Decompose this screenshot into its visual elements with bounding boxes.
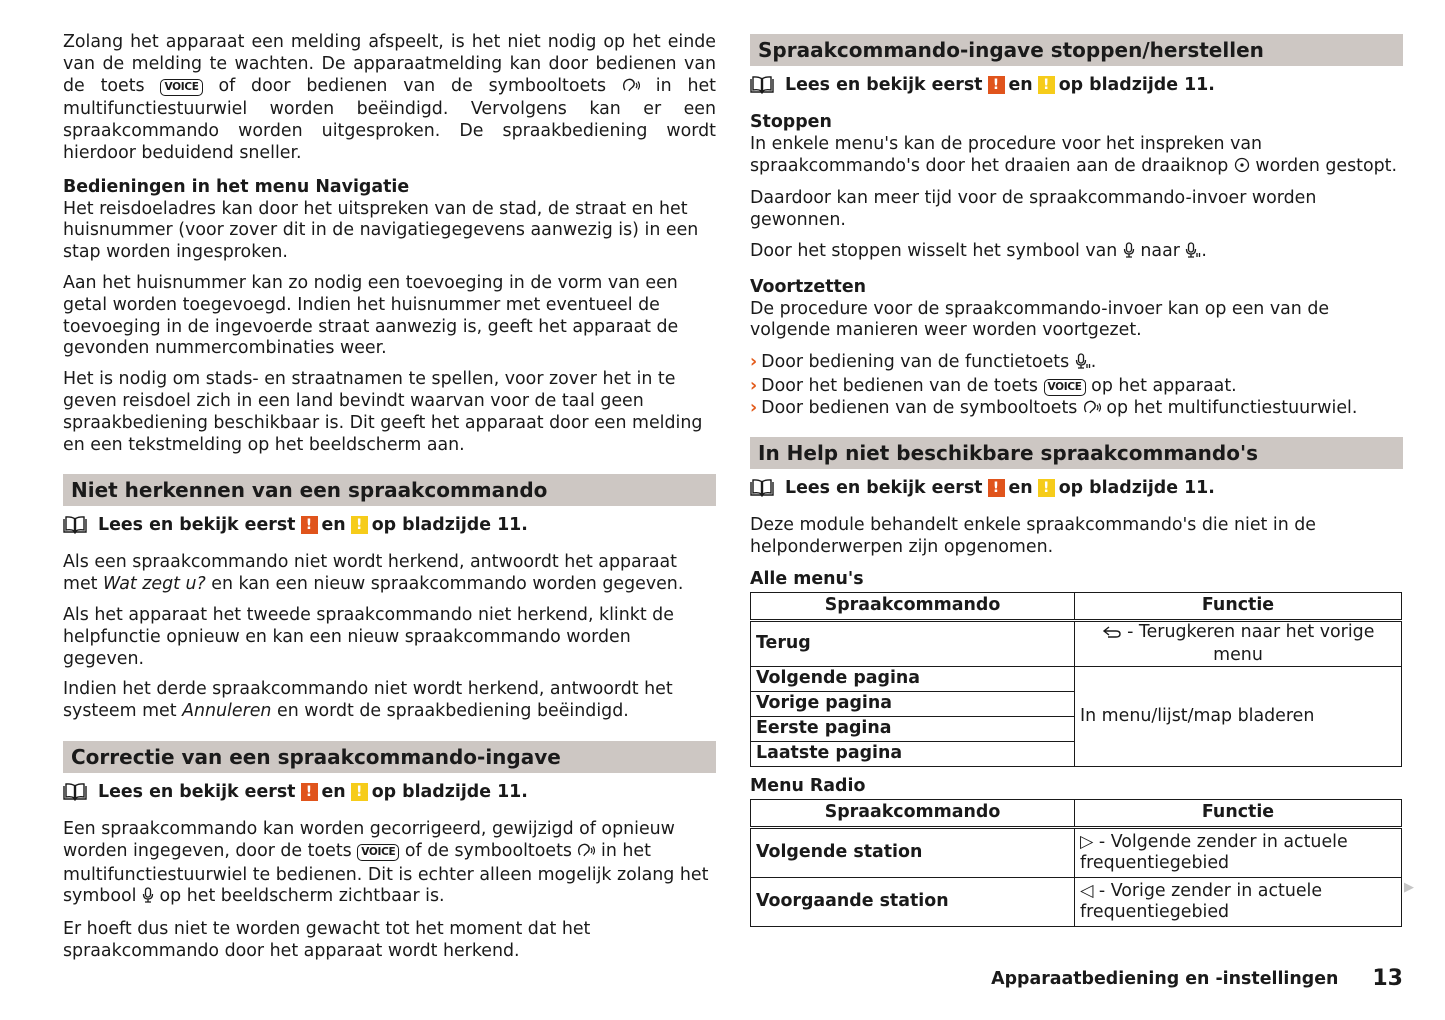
resume-list [750, 351, 1403, 421]
voice-symbol-icon [577, 843, 595, 865]
column-header: Spraakcommando [751, 799, 1075, 827]
correction-p1: Een spraakcommando kan worden gecorrigeerd, gewijzigd of opnieuw worden ingegeven, door de toets VOICE of de symbooltoets in het multifunctiestuurwiel te bedienen. Dit is echter alleen mogelijk zolang het symbool op het beeldscherm zichtbaar is. [63, 819, 716, 910]
table-row: Laatste pagina [751, 741, 1402, 766]
continue-arrow-icon: ▶ [1404, 880, 1414, 895]
not-recognized-p3: Indien het derde spraakcommando niet wordt herkend, antwoordt het systeem met Annuleren en wordt de spraakbediening beëindigd. [63, 679, 673, 722]
table-row: Terug - Terugkeren naar het vorige menu [751, 620, 1402, 666]
navigation-section [63, 177, 716, 264]
resume-section: Voortzetten De procedure voor de spraakcommando-invoer kan op een van de volgende manieren weer worden voortgezet. [750, 277, 1403, 342]
left-column [63, 32, 716, 972]
book-icon [63, 783, 87, 801]
not-recognized-p1: Als een spraakcommando niet wordt herkend, antwoordt het apparaat met Wat zegt u? en kan een nieuw spraakcommando worden gegeven. [63, 552, 684, 595]
warning-red-icon: ! [988, 479, 1005, 497]
microphone-icon [142, 887, 154, 910]
table-row: Volgende pagina In menu/lijst/map bladeren [751, 666, 1402, 691]
list-item: › Door het bedienen van de toets VOICE op het apparaat. [750, 376, 1237, 397]
page-footer [991, 966, 1403, 991]
book-icon [63, 516, 87, 534]
column-header: Functie [1075, 592, 1402, 620]
read-first-note: Lees en bekijk eerst ! en ! op bladzijde 11. [63, 781, 716, 803]
all-menus-caption: Alle menu's [750, 568, 864, 589]
correction-p2: Er hoeft dus niet te worden gewacht tot het moment dat het spraakcommando door het apparaat wordt herkend. [63, 919, 591, 961]
previous-arrow-icon: ◁ [1080, 880, 1094, 901]
read-first-note: Lees en bekijk eerst ! en ! op bladzijde 11. [63, 514, 716, 536]
voice-key-icon: VOICE [357, 844, 399, 861]
not-recognized-p2: Als het apparaat het tweede spraakcommando niet herkend, klinkt de helpfunctie opnieuw en kan een nieuw spraakcommando worden gegeven. [63, 604, 674, 669]
warning-red-icon: ! [301, 516, 318, 534]
stop-title: Stoppen [750, 112, 832, 132]
page-number: 13 [1372, 966, 1403, 991]
voice-symbol-icon [622, 78, 640, 100]
read-first-note: Lees en bekijk eerst ! en ! op bladzijde 11. [750, 74, 1403, 96]
microphone-paused-icon [1185, 242, 1201, 265]
warning-red-icon: ! [301, 783, 318, 801]
navigation-title: Bedieningen in het menu Navigatie [63, 176, 410, 197]
rotary-knob-icon [1234, 157, 1250, 180]
table-row: Voorgaande station ◁ - Vorige zender in actuele frequentiegebied [751, 877, 1402, 926]
warning-yellow-icon: ! [351, 783, 368, 801]
navigation-p1: Het reisdoeladres kan door het uitspreken van de stad, de straat en het huisnummer (voor zover dit in de navigatiegegevens aanwezig is) in een stap worden ingesproken. [63, 198, 699, 263]
radio-menu-caption: Menu Radio [750, 775, 866, 796]
table-row: Eerste pagina [751, 716, 1402, 741]
warning-yellow-icon: ! [351, 516, 368, 534]
list-item: › Door bedienen van de symbooltoets op het multifunctiestuurwiel. [750, 397, 1403, 421]
list-item: › Door bediening van de functietoets . [750, 351, 1403, 375]
correction-heading: Correctie van een spraakcommando-ingave [63, 741, 716, 773]
chapter-title: Apparaatbediening en -instellingen [991, 968, 1339, 989]
voice-symbol-icon [1083, 399, 1101, 421]
stop-p3: Door het stoppen wisselt het symbool van naar . [750, 241, 1403, 265]
voice-key-icon: VOICE [160, 79, 202, 96]
book-icon [750, 76, 774, 94]
stop-p2: Daardoor kan meer tijd voor de spraakcommando-invoer worden gewonnen. [750, 188, 1317, 231]
book-icon [750, 479, 774, 497]
microphone-paused-icon [1075, 353, 1091, 375]
intro-paragraph: Zolang het apparaat een melding afspeelt, is het niet nodig op het einde van de melding te wachten. De apparaatmelding kan door bedienen van de toets VOICE of door bedienen van de symbooltoets in het multifunctiestuurwiel worden beëindigd. Vervolgens kan er een spraakcommando worden uitgesproken. De spraakbediening wordt hierdoor beduidend sneller. [63, 32, 717, 163]
navigation-p3: Het is nodig om stads- en straatnamen te spellen, voor zover het in te geven reisdoel zich in een land bevindt waarvan voor de taal geen spraakbediening beschikbaar is. Dit geeft het apparaat door een melding en een tekstmelding op het beeldscherm aan. [63, 369, 703, 455]
table-row: Volgende station ▷ - Volgende zender in actuele frequentiegebied [751, 827, 1402, 877]
help-unavailable-p1: Deze module behandelt enkele spraakcommando's die niet in de helponderwerpen zijn opgenomen. [750, 515, 1316, 557]
radio-menu-table [750, 799, 1402, 927]
back-arrow-icon [1102, 624, 1122, 645]
not-recognized-heading: Niet herkennen van een spraakcommando [63, 474, 716, 506]
column-header: Functie [1075, 799, 1402, 827]
table-row: Vorige pagina [751, 691, 1402, 716]
right-column [750, 34, 1403, 931]
navigation-p2: Aan het huisnummer kan zo nodig een toevoeging in de vorm van een getal worden toegevoegd. Indien het huisnummer met eventueel de toevoeging in de ingevoerde straat aanwezig is, geeft het apparaat de gevonden nummercombinaties weer. [63, 272, 679, 359]
next-arrow-icon: ▷ [1080, 831, 1094, 852]
read-first-note: Lees en bekijk eerst ! en ! op bladzijde 11. [750, 477, 1403, 499]
voice-key-icon: VOICE [1044, 379, 1086, 396]
help-unavailable-heading: In Help niet beschikbare spraakcommando's [750, 437, 1403, 469]
warning-red-icon: ! [988, 76, 1005, 94]
all-menus-table [750, 592, 1402, 767]
warning-yellow-icon: ! [1038, 479, 1055, 497]
stop-section: Stoppen In enkele menu's kan de procedure voor het inspreken van spraakcommando's door het draaien aan de draaiknop worden gestopt. [750, 112, 1403, 179]
column-header: Spraakcommando [751, 592, 1075, 620]
warning-yellow-icon: ! [1038, 76, 1055, 94]
microphone-icon [1123, 242, 1135, 265]
stop-resume-heading: Spraakcommando-ingave stoppen/herstellen [750, 34, 1403, 66]
resume-title: Voortzetten [750, 276, 867, 297]
